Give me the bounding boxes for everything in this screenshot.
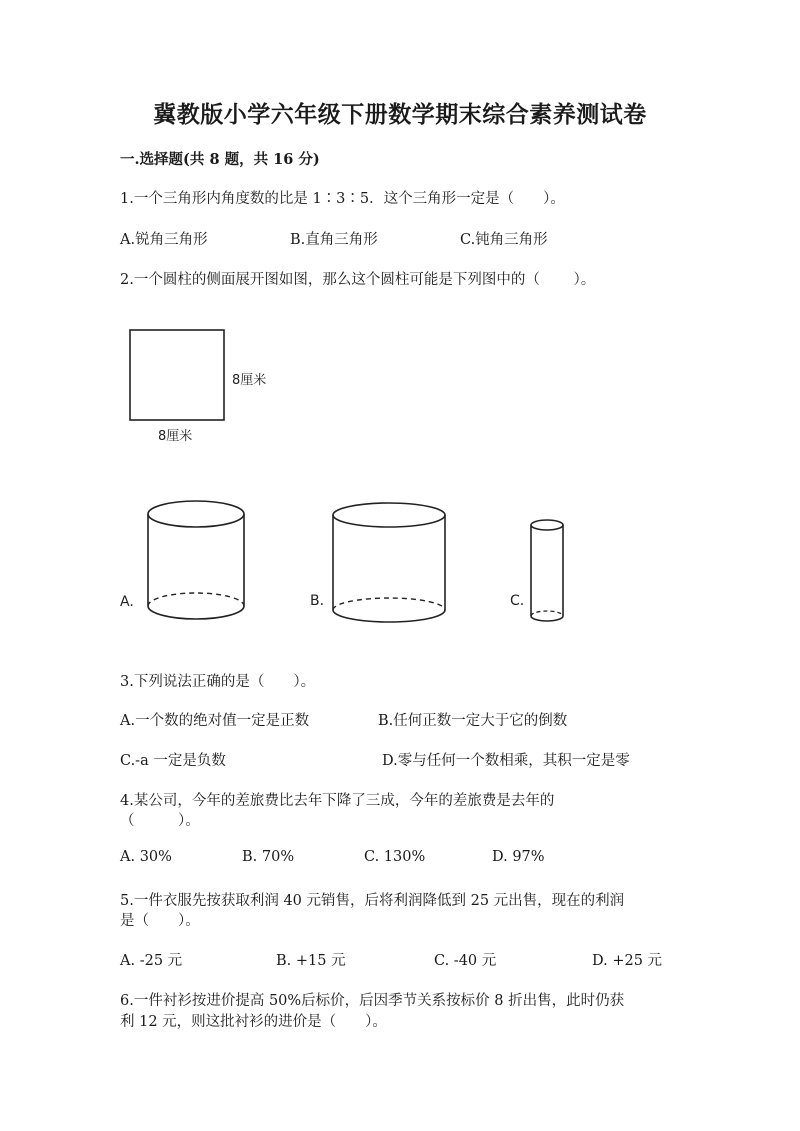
cylinder-b-label: B. bbox=[310, 593, 325, 609]
q1-option-b: B.直角三角形 bbox=[290, 232, 378, 248]
question-5-text-line2: 是（ ）。 bbox=[120, 913, 200, 929]
q3-option-d: D.零与任何一个数相乘，其积一定是零 bbox=[382, 753, 630, 769]
page-title: 冀教版小学六年级下册数学期末综合素养测试卷 bbox=[153, 101, 647, 128]
q4-option-a: A. 30% bbox=[120, 849, 172, 865]
square-bottom-label: 8厘米 bbox=[158, 429, 193, 444]
cylinder-a-label: A. bbox=[120, 594, 134, 610]
q1-option-c: C.钝角三角形 bbox=[460, 232, 548, 248]
square-side-label: 8厘米 bbox=[232, 373, 267, 388]
question-4-text-line2: （ ）。 bbox=[120, 813, 200, 829]
q4-option-c: C. 130% bbox=[364, 849, 426, 865]
question-4-text-line1: 4.某公司，今年的差旅费比去年下降了三成，今年的差旅费是去年的 bbox=[120, 793, 555, 809]
question-1-text: 1.一个三角形内角度数的比是 1∶3∶5．这个三角形一定是（ ）。 bbox=[120, 191, 565, 207]
q5-option-b: B. +15 元 bbox=[276, 953, 346, 969]
cylinder-c bbox=[531, 520, 563, 621]
section-heading: 一.选择题(共 8 题，共 16 分) bbox=[120, 151, 320, 168]
q5-option-c: C. -40 元 bbox=[434, 953, 497, 969]
q4-option-b: B. 70% bbox=[242, 849, 295, 865]
cylinder-a bbox=[148, 501, 244, 619]
square-net bbox=[130, 330, 224, 420]
q3-option-a: A.一个数的绝对值一定是正数 bbox=[120, 713, 310, 729]
question-6-text-line1: 6.一件衬衫按进价提高 50%后标价，后因季节关系按标价 8 折出售，此时仍获 bbox=[120, 993, 625, 1009]
question-2-text: 2.一个圆柱的侧面展开图如图，那么这个圆柱可能是下列图中的（ ）。 bbox=[120, 272, 596, 288]
q5-option-a: A. -25 元 bbox=[120, 953, 183, 969]
cylinder-b bbox=[333, 503, 445, 622]
q5-option-d: D. +25 元 bbox=[592, 953, 663, 969]
q3-option-b: B.任何正数一定大于它的倒数 bbox=[378, 713, 568, 729]
cylinder-c-label: C. bbox=[510, 593, 525, 609]
q3-option-c: C.-a 一定是负数 bbox=[120, 753, 226, 769]
question-5-text-line1: 5.一件衣服先按获取利润 40 元销售，后将利润降低到 25 元出售，现在的利润 bbox=[120, 893, 625, 909]
q1-option-a: A.锐角三角形 bbox=[120, 232, 208, 248]
q4-option-d: D. 97% bbox=[492, 849, 545, 865]
question-2-figure bbox=[0, 310, 800, 650]
question-3-text: 3.下列说法正确的是（ ）。 bbox=[120, 674, 316, 690]
question-6-text-line2: 利 12 元，则这批衬衫的进价是（ ）。 bbox=[120, 1014, 387, 1030]
